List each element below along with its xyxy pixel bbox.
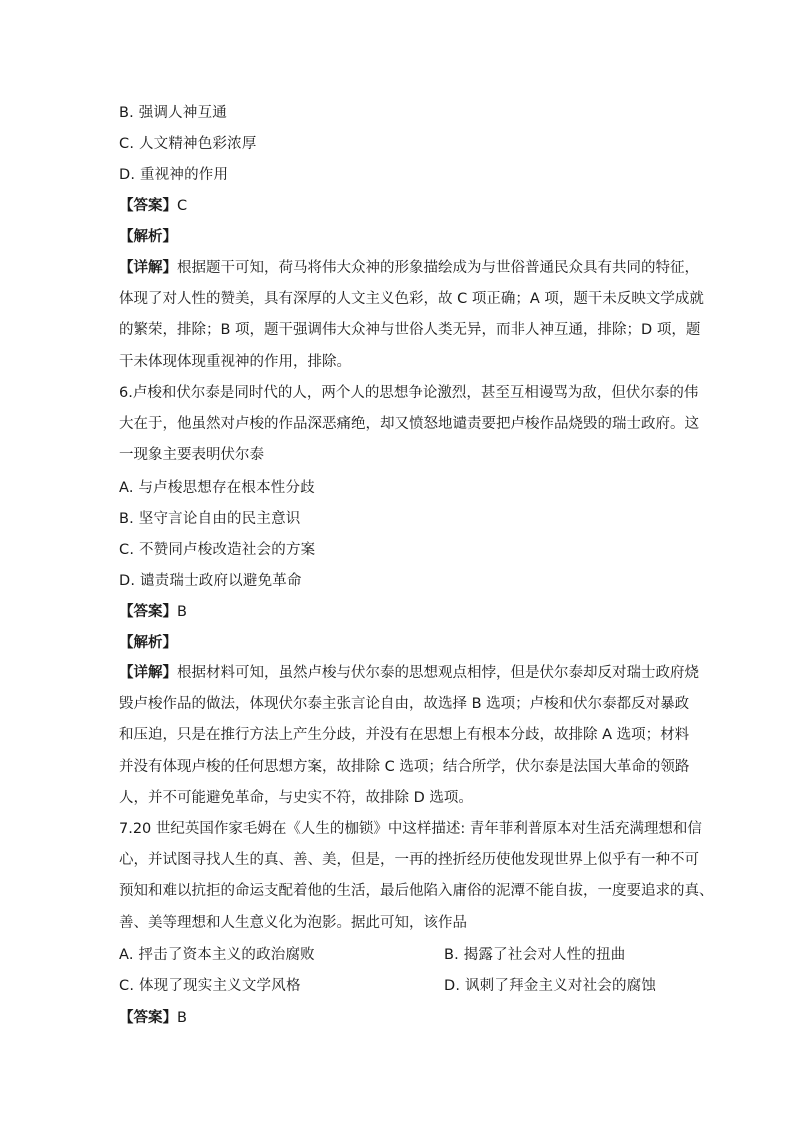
detail-line: 毁卢梭作品的做法，体现伏尔泰主张言论自由，故选择 B 选项；卢梭和伏尔泰都反对暴政 xyxy=(119,696,690,713)
detail-label: 【详解】 xyxy=(119,665,177,681)
answer-value: B xyxy=(177,1010,187,1026)
detail-line: 人，并不可能避免革命，与史实不符，故排除 D 选项。 xyxy=(119,789,473,806)
q5-detail xyxy=(119,253,704,378)
q5-answer xyxy=(119,196,187,216)
detail-line: 和压迫，只是在推行方法上产生分歧，并没有在思想上有根本分歧，故排除 A 选项；材料 xyxy=(119,727,690,744)
q5-analysis-label: 【解析】 xyxy=(119,229,177,245)
q6-detail xyxy=(119,658,699,814)
q6-stem xyxy=(119,378,699,472)
q7-option-b: B. 揭露了社会对人性的扭曲 xyxy=(444,947,626,963)
detail-line: 【详解】根据题干可知，荷马将伟大众神的形象描绘成为与世俗普通民众具有共同的特征， xyxy=(119,260,699,276)
stem-line: 一现象主要表明伏尔泰 xyxy=(119,447,264,464)
answer-label: 【答案】 xyxy=(119,198,177,214)
q5-option-c: C. 人文精神色彩浓厚 xyxy=(119,136,257,152)
q5-option-d: D. 重视神的作用 xyxy=(119,167,229,183)
detail-line: 【详解】根据材料可知，虽然卢梭与伏尔泰的思想观点相悖，但是伏尔泰却反对瑞士政府烧 xyxy=(119,665,699,681)
q7-option-a: A. 抨击了资本主义的政治腐败 xyxy=(119,947,315,963)
stem-line: 心，并试图寻找人生的真、善、美，但是，一再的挫折经历使他发现世界上似乎有一种不可 xyxy=(119,852,699,869)
answer-label: 【答案】 xyxy=(119,1010,177,1026)
detail-line: 的繁荣，排除；B 项，题干强调伟大众神与世俗人类无异，而非人神互通，排除；D 项，题 xyxy=(119,322,701,339)
q6-option-c: C. 不赞同卢梭改造社会的方案 xyxy=(119,542,316,558)
detail-label: 【详解】 xyxy=(119,260,177,276)
detail-line: 并没有体现卢梭的任何思想方案，故排除 C 选项；结合所学，伏尔泰是法国大革命的领路 xyxy=(119,758,690,775)
q6-analysis-label: 【解析】 xyxy=(119,635,177,651)
stem-line: 预知和难以抗拒的命运支配着他的生活，最后他陷入庸俗的泥潭不能自拔，一度要追求的真、 xyxy=(119,883,714,900)
q7-option-c: C. 体现了现实主义文学风格 xyxy=(119,978,301,994)
q7-stem xyxy=(119,814,714,939)
detail-line: 体现了对人性的赞美，具有深厚的人文主义色彩，故 C 项正确；A 项，题干未反映文学成就 xyxy=(119,291,704,308)
stem-line: 大在于，他虽然对卢梭的作品深恶痛绝，却又愤怒地谴责要把卢梭作品烧毁的瑞士政府。这 xyxy=(119,416,699,433)
q6-option-b: B. 坚守言论自由的民主意识 xyxy=(119,511,301,527)
q5-option-b: B. 强调人神互通 xyxy=(119,105,227,121)
answer-label: 【答案】 xyxy=(119,604,177,620)
stem-line: 善、美等理想和人生意义化为泡影。据此可知，该作品 xyxy=(119,914,467,931)
q7-option-d: D. 讽刺了拜金主义对社会的腐蚀 xyxy=(444,978,657,994)
detail-line: 干未体现体现重视神的作用，排除。 xyxy=(119,353,351,370)
q6-option-d: D. 谴责瑞士政府以避免革命 xyxy=(119,573,302,589)
stem-line: 6.卢梭和伏尔泰是同时代的人，两个人的思想争论激烈，甚至互相谩骂为敌，但伏尔泰的伟 xyxy=(119,385,699,401)
answer-value: C xyxy=(177,198,188,214)
q6-option-a: A. 与卢梭思想存在根本性分歧 xyxy=(119,480,315,496)
q7-answer xyxy=(119,1008,187,1028)
q6-answer xyxy=(119,602,187,622)
stem-line: 7.20 世纪英国作家毛姆在《人生的枷锁》中这样描述: 青年菲利普原本对生活充满理想和信 xyxy=(119,821,702,837)
answer-value: B xyxy=(177,604,187,620)
